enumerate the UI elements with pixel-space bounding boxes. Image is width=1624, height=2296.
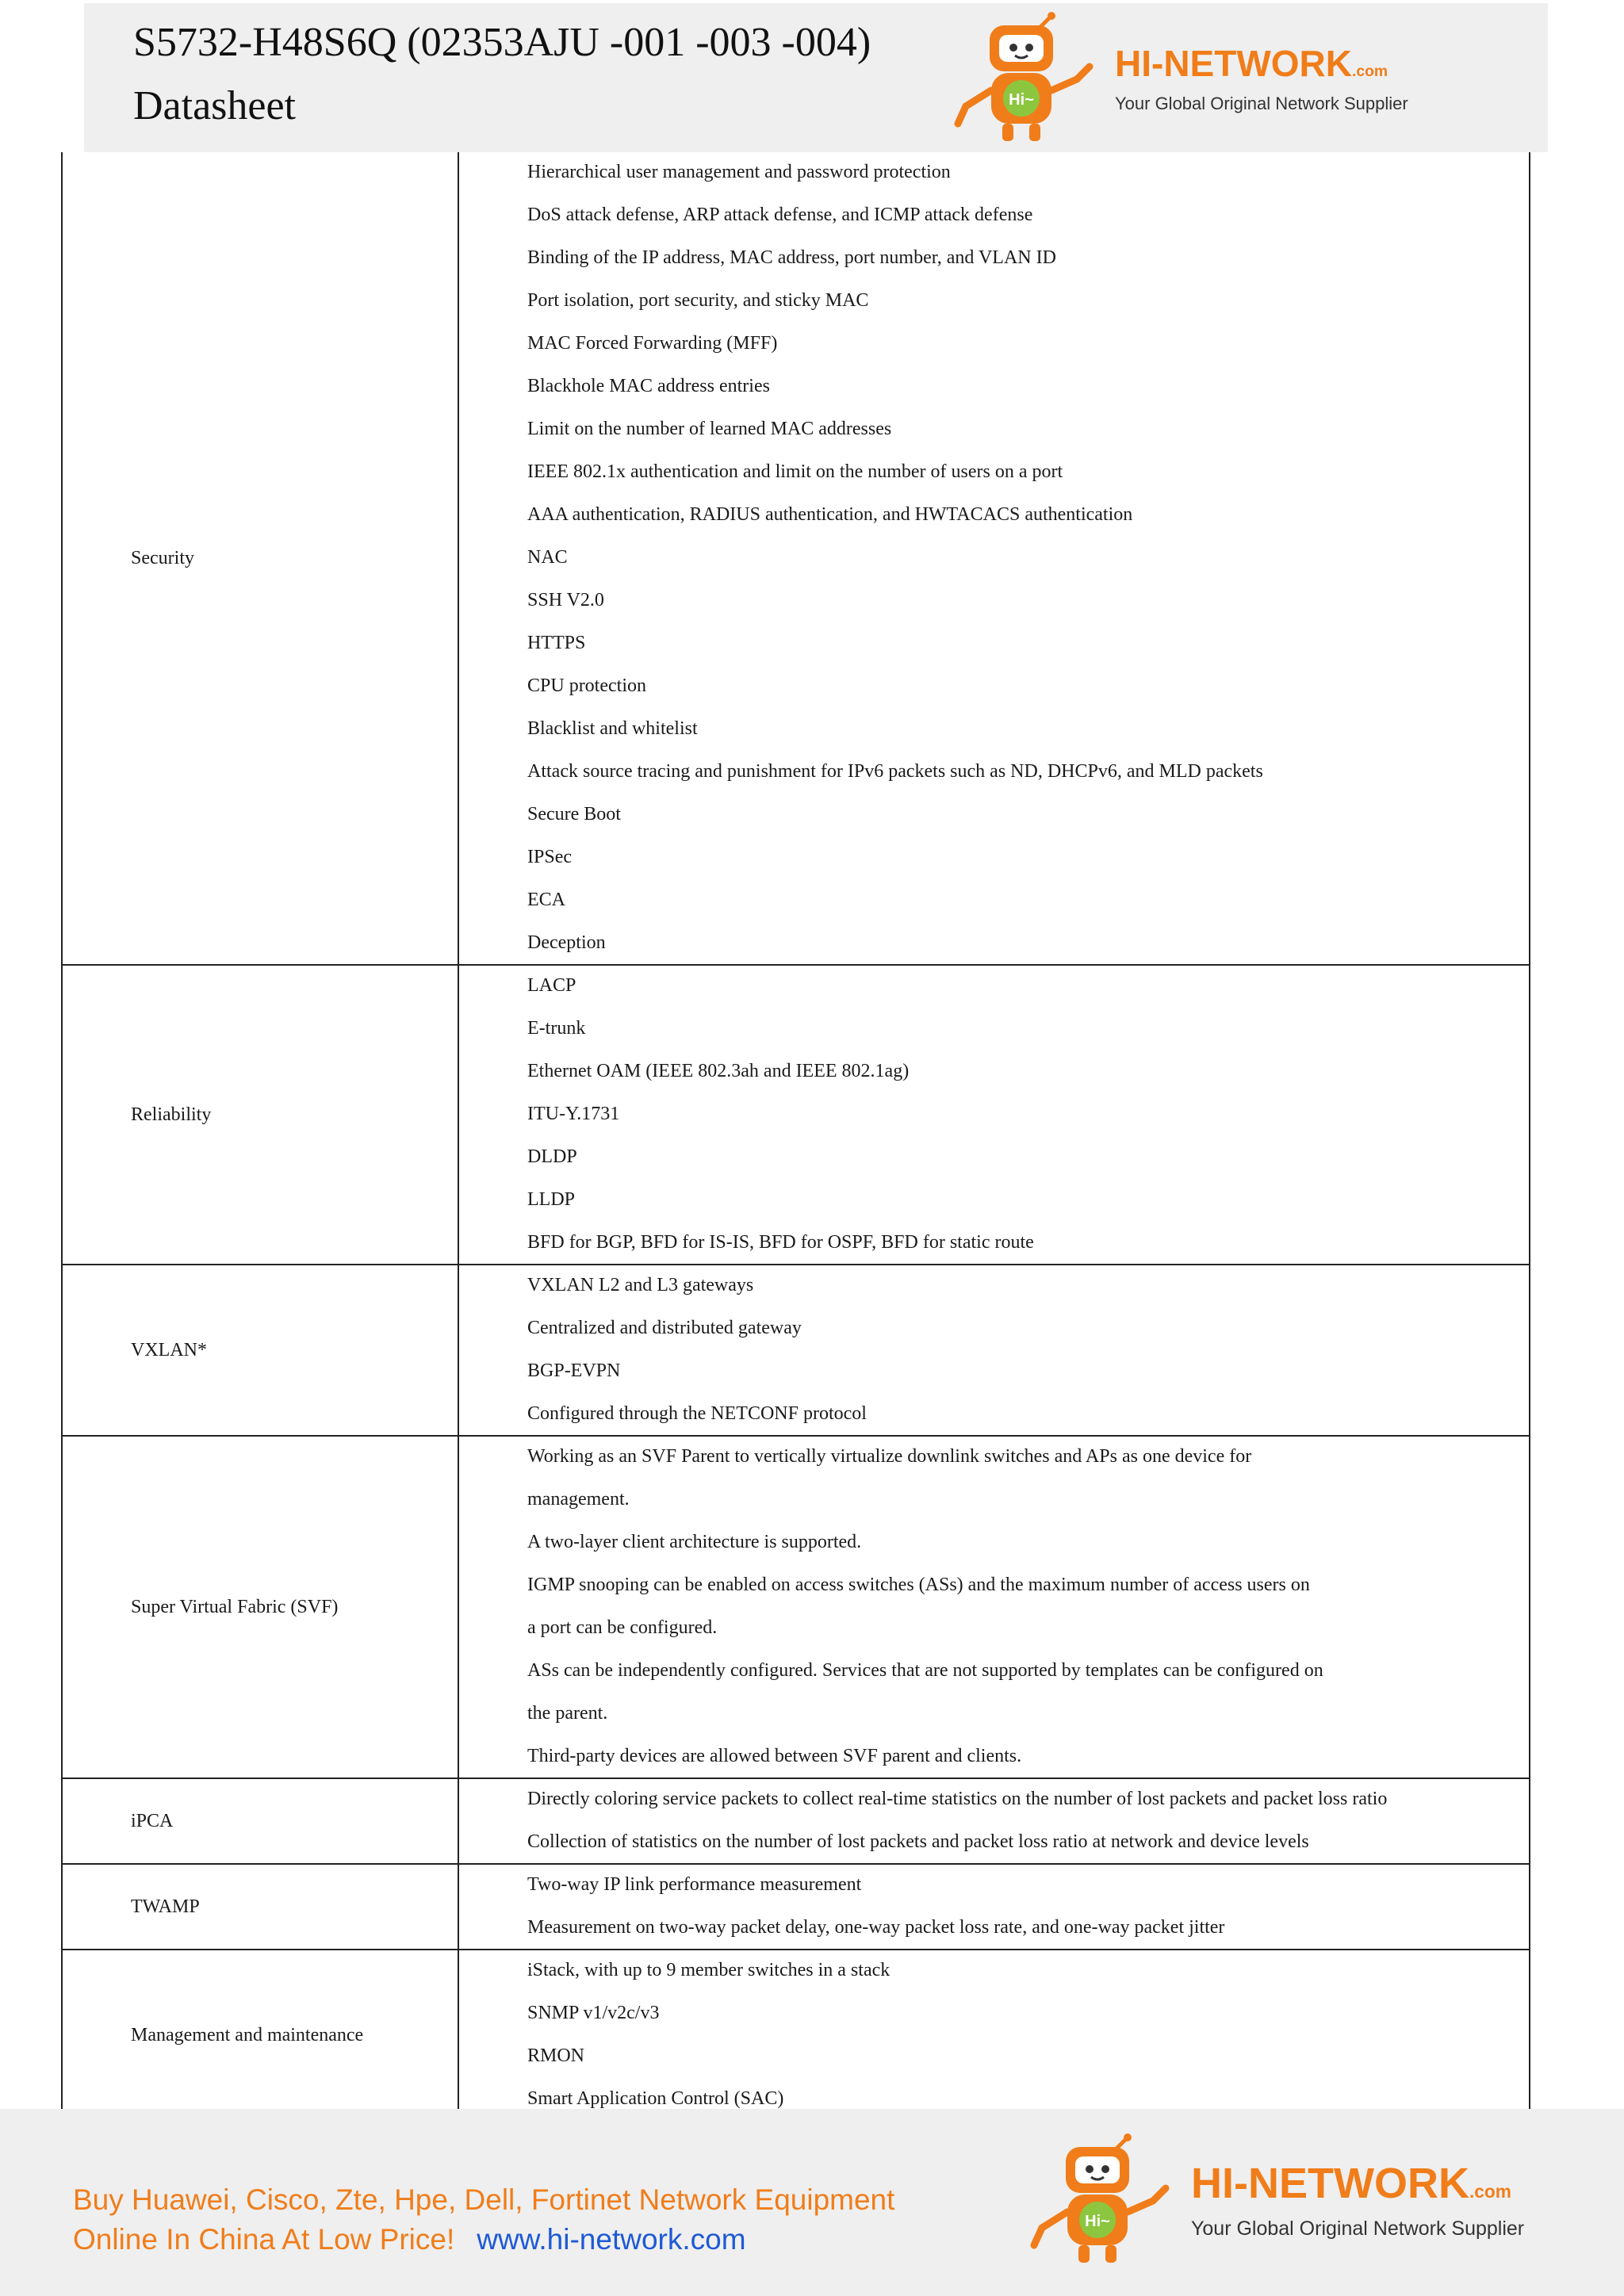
feature-item: Two-way IP link performance measurement (527, 1874, 862, 1895)
category-cell: Reliability (62, 965, 458, 1265)
feature-item: CPU protection (527, 675, 646, 696)
feature-item: Collection of statistics on the number of lost packets and packet loss ratio at network and device levels (527, 1831, 1309, 1852)
table-row (62, 1436, 1530, 1778)
feature-item: a port can be configured. (527, 1617, 718, 1638)
feature-item: AAA authentication, RADIUS authentication, and HWTACACS authentication (527, 504, 1133, 525)
feature-item: Secure Boot (527, 804, 621, 825)
feature-item: LLDP (527, 1189, 575, 1210)
feature-item: LACP (527, 975, 576, 996)
feature-item: Directly coloring service packets to collect real-time statistics on the number of lost packets and packet loss ratio (527, 1789, 1388, 1809)
feature-item: Ethernet OAM (IEEE 802.3ah and IEEE 802.1ag) (527, 1061, 910, 1081)
feature-list-cell (458, 965, 1530, 1265)
spec-table (61, 152, 1530, 2122)
feature-item: Third-party devices are allowed between SVF parent and clients. (527, 1746, 1022, 1766)
brand-wordmark (1115, 43, 1408, 115)
document-subtitle: Datasheet (133, 83, 297, 128)
feature-list-cell (458, 1864, 1530, 1950)
feature-item: MAC Forced Forwarding (MFF) (527, 333, 778, 354)
svg-text:Hi~: Hi~ (1009, 91, 1034, 109)
feature-item: Smart Application Control (SAC) (527, 2088, 784, 2109)
feature-list-cell (458, 1265, 1530, 1436)
feature-item: the parent. (527, 1703, 608, 1724)
category-cell: Super Virtual Fabric (SVF) (62, 1436, 458, 1778)
footer-promo-line: Buy Huawei, Cisco, Zte, Hpe, Dell, Fortinet Network Equipment (73, 2183, 895, 2216)
feature-list-cell (458, 152, 1530, 965)
table-row (62, 1778, 1530, 1864)
feature-item: E-trunk (527, 1018, 586, 1039)
header-brand-logo (944, 11, 1408, 146)
category-cell: Management and maintenance (62, 1950, 458, 2121)
feature-item: Hierarchical user management and password protection (527, 162, 951, 182)
feature-item: BGP-EVPN (527, 1360, 621, 1381)
footer-promo-line-2 (73, 2221, 746, 2258)
feature-item: Configured through the NETCONF protocol (527, 1403, 867, 1424)
footer-promo-text: Online In China At Low Price! (73, 2223, 455, 2256)
feature-item: DoS attack defense, ARP attack defense, and ICMP attack defense (527, 205, 1033, 225)
category-cell: TWAMP (62, 1864, 458, 1950)
brand-name: HI-NETWORK (1115, 42, 1352, 84)
brand-suffix: .com (1469, 2181, 1511, 2202)
feature-item: HTTPS (527, 633, 586, 653)
feature-list-cell (458, 1778, 1530, 1864)
brand-wordmark (1191, 2159, 1524, 2241)
feature-item: BFD for BGP, BFD for IS-IS, BFD for OSPF, BFD for static route (527, 1232, 1034, 1253)
feature-item: IEEE 802.1x authentication and limit on the number of users on a port (527, 461, 1063, 482)
feature-item: Attack source tracing and punishment for IPv6 packets such as ND, DHCPv6, and MLD packets (527, 761, 1263, 782)
category-cell: Security (62, 152, 458, 965)
feature-item: Blacklist and whitelist (527, 718, 698, 739)
document-title: S5732-H48S6Q (02353AJU -001 -003 -004) (133, 20, 871, 65)
feature-item: Centralized and distributed gateway (527, 1318, 802, 1338)
feature-item: SSH V2.0 (527, 590, 604, 610)
feature-item: ITU-Y.1731 (527, 1104, 620, 1124)
feature-item: IPSec (527, 847, 572, 867)
feature-item: SNMP v1/v2c/v3 (527, 2003, 660, 2023)
svg-text:Hi~: Hi~ (1085, 2213, 1110, 2230)
feature-item: management. (527, 1489, 630, 1510)
category-cell: VXLAN* (62, 1265, 458, 1436)
feature-list-cell (458, 1950, 1530, 2121)
brand-name: HI-NETWORK (1191, 2160, 1469, 2207)
feature-item: Deception (527, 932, 606, 953)
feature-item: RMON (527, 2045, 585, 2066)
feature-item: Working as an SVF Parent to vertically virtualize downlink switches and APs as one device for (527, 1446, 1252, 1467)
feature-item: NAC (527, 547, 568, 568)
feature-item: Blackhole MAC address entries (527, 376, 770, 396)
robot-mascot-icon (944, 11, 1110, 146)
feature-item: IGMP snooping can be enabled on access switches (ASs) and the maximum number of access users on (527, 1575, 1310, 1595)
table-row (62, 152, 1530, 965)
feature-item: ASs can be independently configured. Services that are not supported by templates can be configured on (527, 1660, 1323, 1681)
feature-item: VXLAN L2 and L3 gateways (527, 1275, 754, 1295)
table-row (62, 1265, 1530, 1436)
table-row (62, 965, 1530, 1265)
category-cell: iPCA (62, 1778, 458, 1864)
feature-item: iStack, with up to 9 member switches in a stack (527, 1960, 891, 1980)
robot-mascot-icon (1020, 2133, 1186, 2267)
footer-brand-logo (1020, 2133, 1524, 2267)
table-row (62, 1950, 1530, 2121)
feature-item: Port isolation, port security, and sticky MAC (527, 290, 869, 311)
feature-item: Limit on the number of learned MAC addresses (527, 419, 892, 439)
feature-item: DLDP (527, 1146, 577, 1167)
feature-list-cell (458, 1436, 1530, 1778)
feature-item: A two-layer client architecture is supported. (527, 1532, 862, 1552)
footer-url-link[interactable]: www.hi-network.com (477, 2223, 746, 2256)
brand-tagline: Your Global Original Network Supplier (1115, 93, 1408, 113)
feature-item: ECA (527, 890, 565, 910)
feature-item: Measurement on two-way packet delay, one-way packet loss rate, and one-way packet jitter (527, 1917, 1225, 1938)
table-row (62, 1864, 1530, 1950)
feature-item: Binding of the IP address, MAC address, port number, and VLAN ID (527, 247, 1056, 268)
brand-suffix: .com (1351, 63, 1388, 80)
brand-tagline: Your Global Original Network Supplier (1191, 2218, 1525, 2240)
